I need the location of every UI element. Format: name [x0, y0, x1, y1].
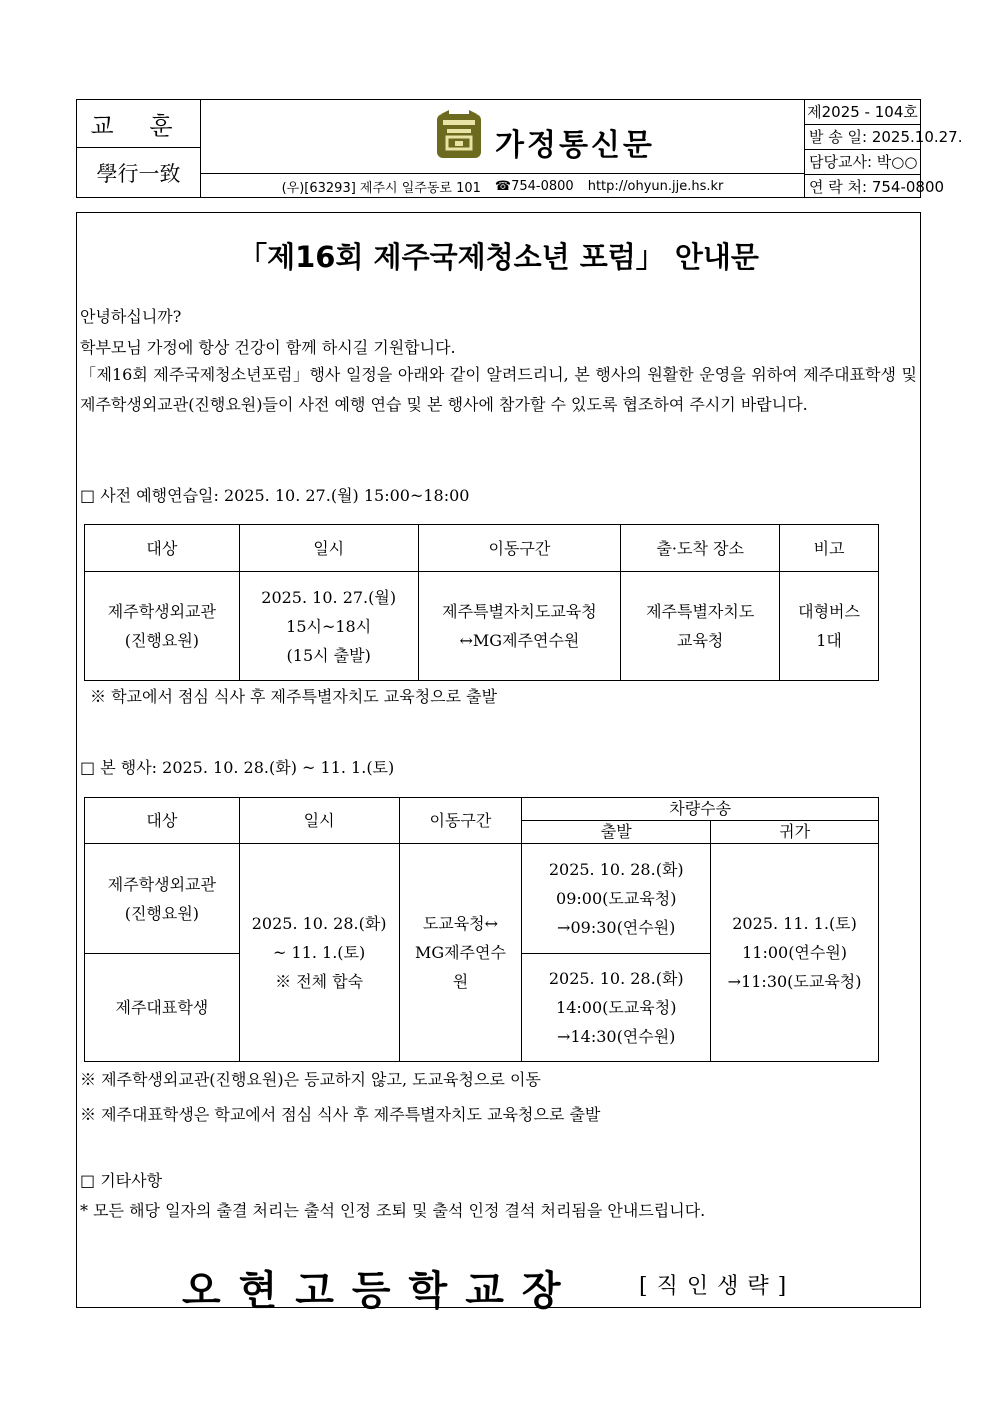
col-header-return: 귀가: [711, 821, 879, 844]
school-motto: 學行一致: [77, 148, 201, 197]
col-header-datetime: 일시: [239, 525, 418, 572]
cell-depart-2: 2025. 10. 28.(화) 14:00(도교육청) →14:30(연수원): [522, 954, 711, 1062]
col-header-place: 출·도착 장소: [621, 525, 780, 572]
phone-number: ☎754-0800: [494, 178, 574, 194]
cell-depart-1: 2025. 10. 28.(화) 09:00(도교육청) →09:30(연수원): [522, 844, 711, 954]
newsletter-header: [76, 99, 963, 198]
motto-label: 교 훈: [77, 100, 201, 148]
document-title: 「제16회 제주국제청소년 포럼」 안내문: [238, 240, 759, 274]
cell-return: 2025. 11. 1.(토) 11:00(연수원) →11:30(도교육청): [711, 844, 879, 1062]
document-body: [76, 212, 921, 1314]
school-logo-icon: [435, 110, 483, 162]
greeting-line-1: 안녕하십니까?: [80, 307, 182, 326]
section1-footnote: ※ 학교에서 점심 식사 후 제주특별자치도 교육청으로 출발: [90, 687, 498, 706]
seal-omitted: [직인생략]: [639, 1274, 796, 1299]
section2-footnote-2: ※ 제주대표학생은 학교에서 점심 식사 후 제주특별자치도 교육청으로 출발: [80, 1105, 601, 1124]
col-header-note: 비고: [780, 525, 879, 572]
cell-place: 제주특별자치도 교육청: [621, 572, 780, 681]
section3-heading: □ 기타사항: [80, 1171, 163, 1190]
col-header-route: 이동구간: [399, 798, 522, 844]
contact-number: 연 락 처: 754-0800: [809, 178, 945, 196]
cell-datetime: 2025. 10. 27.(월) 15시~18시 (15시 출발): [239, 572, 418, 681]
cell-route: 제주특별자치도교육청 ↔MG제주연수원: [418, 572, 621, 681]
col-header-vehicle: 차량수송: [522, 798, 879, 821]
school-address-bar: [201, 173, 804, 198]
cell-route: 도교육청↔ MG제주연수 원: [399, 844, 522, 1062]
main-event-table: [84, 797, 879, 1062]
issue-info: [805, 100, 963, 199]
col-header-depart: 출발: [522, 821, 711, 844]
intro-paragraph: 「제16회 제주국제청소년포럼」행사 일정을 아래와 같이 알려드리니, 본 행사의 원활한 운영을 위하여 제주대표학생 및 제주학생외교관(진행요원)들이 사전 예행 연습 및 본 행사에 참가할 수 있도록 협조하여 주시기 바랍니다.: [80, 365, 917, 414]
issue-number: 제2025 - 104호: [805, 100, 920, 125]
section1-heading: □ 사전 예행연습일: 2025. 10. 27.(월) 15:00~18:00: [80, 486, 470, 505]
cell-target: 제주학생외교관 (진행요원): [85, 572, 240, 681]
website-url: http://ohyun.jje.hs.kr: [587, 178, 724, 194]
cell-datetime: 2025. 10. 28.(화) ~ 11. 1.(토) ※ 전체 합숙: [239, 844, 399, 1062]
postal-address: (우)[63293] 제주시 일주동로 101: [281, 180, 481, 196]
section2-footnote-1: ※ 제주학생외교관(진행요원)은 등교하지 않고, 도교육청으로 이동: [80, 1070, 541, 1089]
header-center: [201, 100, 805, 197]
cell-target-representative: 제주대표학생: [85, 954, 240, 1062]
col-header-route: 이동구간: [418, 525, 621, 572]
rehearsal-table: [84, 524, 879, 681]
col-header-target: 대상: [85, 525, 240, 572]
cell-target-diplomat: 제주학생외교관 (진행요원): [85, 844, 240, 954]
section3-note: * 모든 해당 일자의 출결 처리는 출석 인정 조퇴 및 출석 인정 결석 처리됨을 안내드립니다.: [80, 1201, 706, 1220]
section2-heading: □ 본 행사: 2025. 10. 28.(화) ~ 11. 1.(토): [80, 758, 395, 777]
greeting-line-2: 학부모님 가정에 항상 건강이 함께 하시길 기원합니다.: [80, 338, 456, 357]
col-header-target: 대상: [85, 798, 240, 844]
teacher-in-charge: 담당교사: 박○○: [805, 150, 920, 175]
cell-note: 대형버스 1대: [780, 572, 879, 681]
col-header-datetime: 일시: [239, 798, 399, 844]
send-date: 발 송 일: 2025.10.27.: [805, 125, 920, 150]
principal-signature: 오현고등학교장: [182, 1268, 579, 1314]
newsletter-title: 가정통신문: [495, 128, 655, 163]
